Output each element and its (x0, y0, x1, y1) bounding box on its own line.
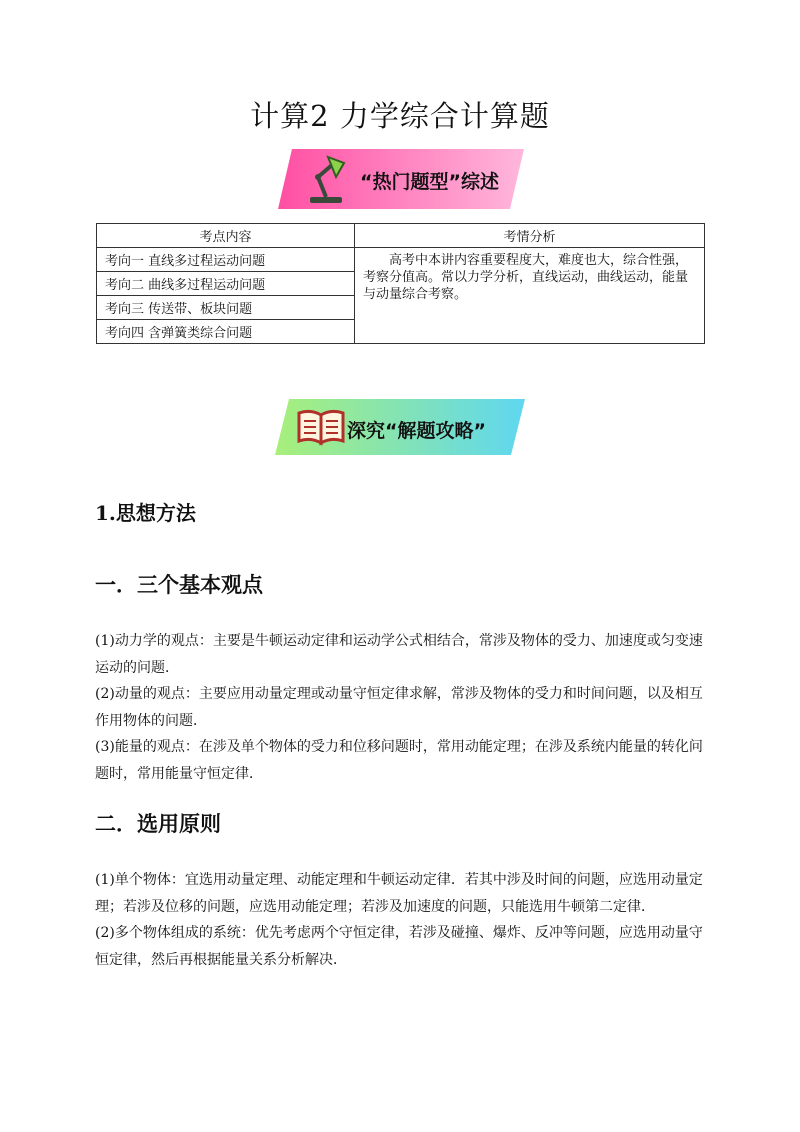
topic-cell: 考向四 含弹簧类综合问题 (97, 320, 355, 344)
topic-cell: 考向三 传送带、板块问题 (97, 296, 355, 320)
header-exam-analysis: 考情分析 (355, 224, 705, 248)
section-heading-methods: 1.思想方法 (95, 501, 196, 525)
overview-table (96, 223, 705, 344)
section-heading-principles: 二．选用原则 (95, 811, 221, 836)
paragraph: (1)动力学的观点：主要是牛顿运动定律和运动学公式相结合，常涉及物体的受力、加速度或匀变速运动的问题． (95, 633, 703, 676)
strategy-banner (275, 397, 525, 461)
paragraph: (3)能量的观点：在涉及单个物体的受力和位移问题时，常用动能定理；在涉及系统内能量的转化问题时，常用能量守恒定律． (95, 739, 703, 782)
paragraph: (2)多个物体组成的系统：优先考虑两个守恒定律，若涉及碰撞、爆炸、反冲等问题，应选用动量守恒定律，然后再根据能量关系分析解决． (95, 925, 703, 968)
paragraph: (1)单个物体：宜选用动量定理、动能定理和牛顿运动定律．若其中涉及时间的问题，应选用动量定理；若涉及位移的问题，应选用动能定理；若涉及加速度的问题，只能选用牛顿第二定律． (95, 872, 703, 915)
table-row (97, 248, 705, 272)
analysis-cell: 高考中本讲内容重要程度大，难度也大，综合性强，考察分值高。常以力学分析，直线运动，曲线运动，能量与动量综合考察。 (355, 248, 705, 344)
table-header-row (97, 224, 705, 248)
paragraph: (2)动量的观点：主要应用动量定理或动量守恒定律求解，常涉及物体的受力和时间问题，以及相互作用物体的问题． (95, 686, 703, 729)
header-topic-content: 考点内容 (97, 224, 355, 248)
hot-topics-banner-text: “热门题型”综述 (360, 171, 499, 193)
page-title: 计算2 力学综合计算题 (250, 99, 550, 133)
topic-cell: 考向二 曲线多过程运动问题 (97, 272, 355, 296)
section-heading-viewpoints: 一．三个基本观点 (95, 572, 263, 597)
open-book-icon (299, 411, 343, 443)
topic-cell: 考向一 直线多过程运动问题 (97, 248, 355, 272)
strategy-banner-text: 深究“解题攻略” (347, 420, 486, 442)
hot-topics-banner (278, 147, 524, 211)
